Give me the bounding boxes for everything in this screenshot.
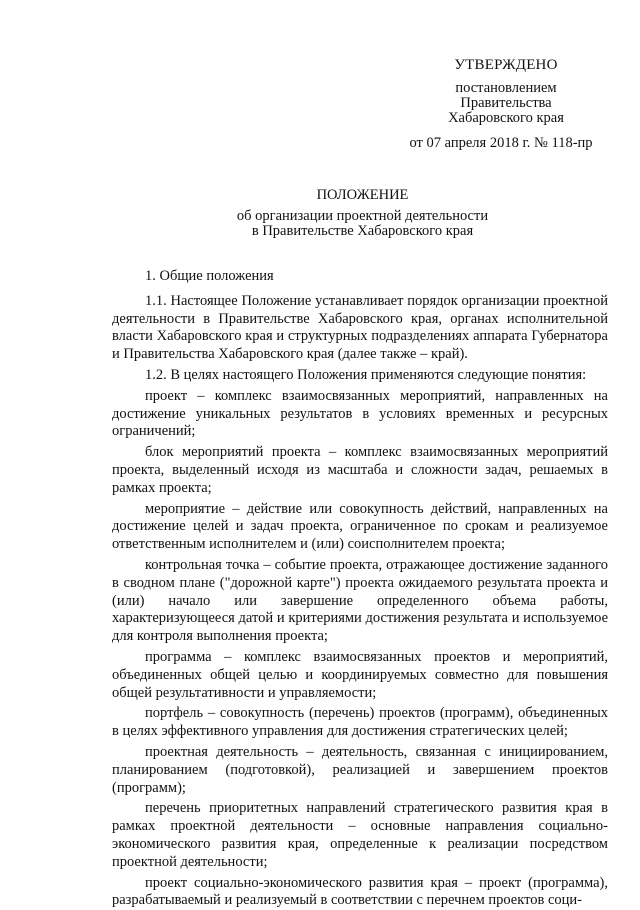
- approval-stamp-title: УТВЕРЖДЕНО: [400, 58, 612, 73]
- document-title: ПОЛОЖЕНИЕ: [200, 188, 525, 203]
- approval-stamp-block: [400, 58, 612, 151]
- definition-priority-list: перечень приоритетных направлений стратегического развития края в рамках проектной деятельности – основные направления социально-экономического развития края, определенные к реализации посредством проектной деятельности;: [112, 800, 608, 871]
- document-subtitle-line-1: об организации проектной деятельности: [200, 209, 525, 224]
- document-body: [112, 268, 608, 910]
- document-subtitle-line-2: в Правительстве Хабаровского края: [200, 224, 525, 239]
- definition-activity-block: блок мероприятий проекта – комплекс взаимосвязанных мероприятий проекта, выделенный исходя из масштаба и сложности задач, решаемых в рамках проекта;: [112, 444, 608, 497]
- approval-date: от 07 апреля 2018 г. № 118-пр: [390, 136, 612, 151]
- definition-development-project: проект социально-экономического развития края – проект (программа), разрабатываемый и реализуемый в соответствии с перечнем проектов соци-: [112, 875, 608, 910]
- paragraph-1-2: 1.2. В целях настоящего Положения применяются следующие понятия:: [112, 367, 608, 385]
- definition-checkpoint: контрольная точка – событие проекта, отражающее достижение заданного в сводном плане ("дорожной карте") проекта ожидаемого результата проекта и (или) начало или завершение определенного объема работы, характеризующееся датой и критериями достижения результата и используемое для контроля выполнения проекта;: [112, 557, 608, 646]
- document-title-block: [200, 188, 525, 239]
- approval-line-resolution: постановлением: [400, 81, 612, 96]
- approval-line-region: Хабаровского края: [400, 111, 612, 126]
- approval-line-government: Правительства: [400, 96, 612, 111]
- definition-project: проект – комплекс взаимосвязанных мероприятий, направленных на достижение уникальных результатов в условиях временных и ресурсных ограничений;: [112, 388, 608, 441]
- definition-project-activity: проектная деятельность – деятельность, связанная с инициированием, планированием (подготовкой), реализацией и завершением проектов (программ);: [112, 744, 608, 797]
- definition-program: программа – комплекс взаимосвязанных проектов и мероприятий, объединенных общей целью и координируемых совместно для повышения общей результативности и управляемости;: [112, 649, 608, 702]
- definition-measure: мероприятие – действие или совокупность действий, направленных на достижение целей и задач проекта, ограниченное по срокам и реализуемое ответственным исполнителем и (или) соисполнителем проекта;: [112, 501, 608, 554]
- paragraph-1-1: 1.1. Настоящее Положение устанавливает порядок организации проектной деятельности в Правительстве Хабаровского края, органах исполнительной власти Хабаровского края и структурных подразделениях аппарата Губернатора и Правительства Хабаровского края (далее также – край).: [112, 293, 608, 364]
- section-heading: 1. Общие положения: [112, 268, 608, 286]
- definition-portfolio: портфель – совокупность (перечень) проектов (программ), объединенных в целях эффективного управления для достижения стратегических целей;: [112, 705, 608, 741]
